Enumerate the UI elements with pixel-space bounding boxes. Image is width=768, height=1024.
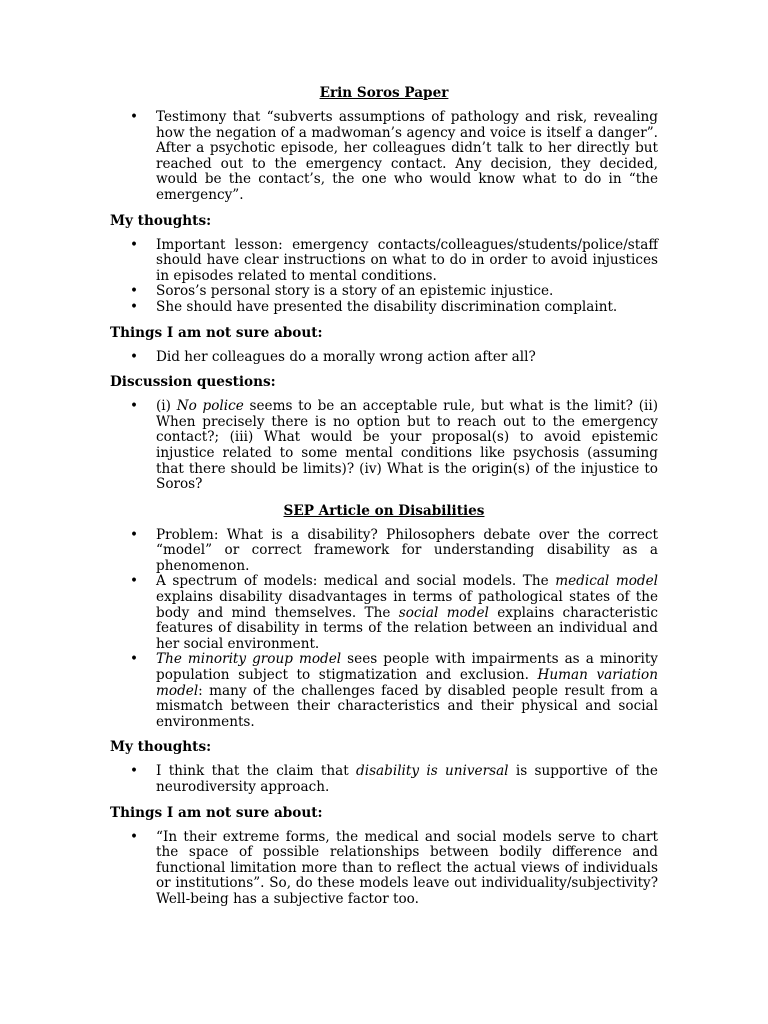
list-item: • Problem: What is a disability? Philosophers debate over the correct “model” or correct framework for understanding disability as a phenomenon. bbox=[110, 528, 658, 575]
soros-intro-list bbox=[110, 110, 658, 204]
section-title-sep: SEP Article on Disabilities bbox=[283, 502, 485, 519]
discussion-emphasis: No police bbox=[176, 398, 244, 415]
discussion-text-2: seems to be an acceptable rule, but what is the limit? (ii) When precisely there is no option but to reach out to the emergency contact?; (iii) What would be your proposal(s) to avoid epistemic injustice related to some mental conditions like psychosis (assuming that there should be limits)? (iv) What is the origin(s) of the injustice to Soros? bbox=[156, 398, 658, 493]
not-sure-heading: Things I am not sure about: bbox=[110, 324, 323, 341]
list-item: • Soros’s personal story is a story of an epistemic injustice. bbox=[110, 284, 658, 300]
not-sure-list bbox=[110, 350, 658, 366]
discussion-list bbox=[110, 399, 658, 493]
spectrum-text-2: explains disability disadvantages in terms of pathological states of the body and mind themselves. The bbox=[156, 589, 658, 621]
list-item bbox=[110, 764, 658, 795]
list-item: • Important lesson: emergency contacts/colleagues/students/police/staff should have clear instructions on what to do in order to avoid injustices in episodes related to mental conditions. bbox=[110, 238, 658, 285]
claim-text-1: I think that the claim that bbox=[156, 763, 357, 780]
minority-emphasis-1: The minority group model bbox=[156, 651, 342, 668]
spectrum-emphasis-2: social model bbox=[398, 604, 489, 621]
section-title-soros: Erin Soros Paper bbox=[319, 85, 449, 101]
discussion-heading: Discussion questions: bbox=[110, 374, 276, 391]
document-page bbox=[110, 85, 658, 908]
list-item bbox=[110, 574, 658, 652]
list-item: • Testimony that “subverts assumptions of pathology and risk, revealing how the negation of a madwoman’s agency and voice is itself a danger”. After a psychotic episode, her colleagues didn’t talk to her directly but reached out to the emergency contact. Any decision, they decided, would be the contact’s, the one who would know what to do in “the emergency”. bbox=[110, 110, 658, 204]
list-item: • She should have presented the disability discrimination complaint. bbox=[110, 300, 658, 316]
minority-text-1: sees people with impairments as a minority population subject to stigmatization and exclusion. bbox=[156, 651, 658, 684]
list-item: • Did her colleagues do a morally wrong action after all? bbox=[110, 350, 658, 366]
spectrum-text-1: A spectrum of models: medical and social models. The bbox=[156, 573, 556, 590]
not-sure-heading-2: Things I am not sure about: bbox=[110, 804, 323, 821]
claim-emphasis: disability is universal bbox=[356, 763, 509, 780]
spectrum-emphasis-1: medical model bbox=[555, 573, 658, 590]
not-sure-list-2 bbox=[110, 830, 658, 908]
minority-text-2: : many of the challenges faced by disabled people result from a mismatch between their characteristics and their physical and social environments. bbox=[156, 682, 658, 730]
discussion-text-1: (i) bbox=[156, 398, 177, 415]
sep-list bbox=[110, 528, 658, 731]
minority-emphasis-2: Human variation model bbox=[156, 667, 658, 699]
my-thoughts-heading: My thoughts: bbox=[110, 212, 212, 229]
list-item: • “In their extreme forms, the medical and social models serve to chart the space of possible relationships between bodily difference and functional limitation more than to reflect the actual views of individuals or institutions”. So, do these models leave out individuality/subjectivity? Well-being has a subjective factor too. bbox=[110, 830, 658, 908]
my-thoughts-list bbox=[110, 238, 658, 316]
spectrum-text-3: explains characteristic features of disability in terms of the relation between an individual and her social environment. bbox=[156, 604, 658, 652]
my-thoughts-list-2 bbox=[110, 764, 658, 795]
list-item bbox=[110, 652, 658, 730]
list-item bbox=[110, 399, 658, 493]
claim-text-2: is supportive of the neurodiversity approach. bbox=[156, 763, 658, 795]
my-thoughts-heading-2: My thoughts: bbox=[110, 739, 212, 756]
